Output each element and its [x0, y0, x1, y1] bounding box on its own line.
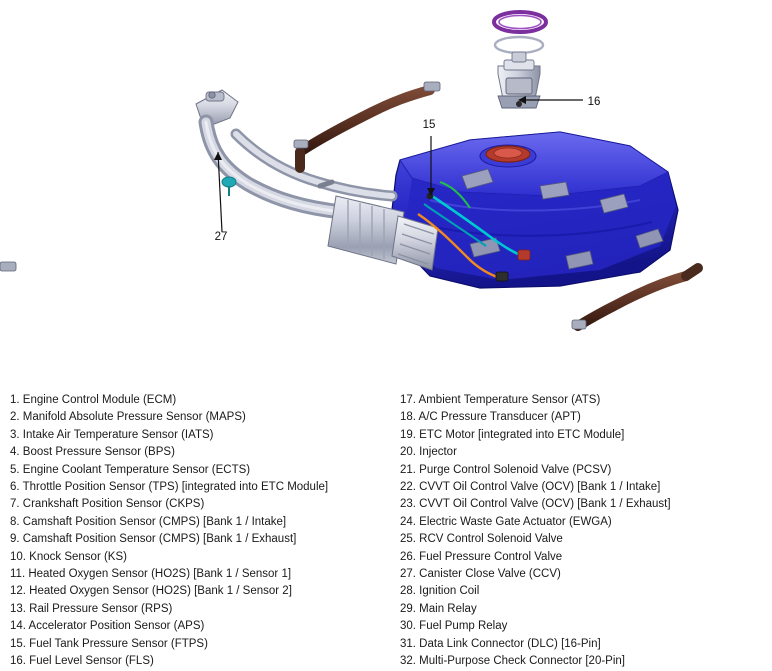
list-item: 17. Ambient Temperature Sensor (ATS)	[400, 394, 601, 406]
list-item: 7. Crankshaft Position Sensor (CKPS)	[10, 498, 205, 511]
list-item: 30. Fuel Pump Relay	[400, 620, 508, 633]
list-item: 18. A/C Pressure Transducer (APT)	[400, 411, 581, 424]
callout-16: 16	[587, 96, 601, 108]
list-item: 23. CVVT Oil Control Valve (OCV) [Bank 1 / Exhaust]	[400, 498, 671, 511]
list-item: 16. Fuel Level Sensor (FLS)	[10, 655, 154, 668]
list-item: 26. Fuel Pressure Control Valve	[400, 550, 563, 563]
list-item: 8. Camshaft Position Sensor (CMPS) [Bank 1 / Intake]	[10, 515, 287, 528]
list-item: 6. Throttle Position Sensor (TPS) [integrated into ETC Module]	[10, 481, 329, 494]
list-item: 20. Injector	[400, 446, 457, 459]
fuel-pump-module	[494, 12, 546, 108]
list-item: 5. Engine Coolant Temperature Sensor (ECTS)	[10, 463, 251, 476]
list-item: 32. Multi-Purpose Check Connector [20-Pin]	[400, 655, 625, 668]
list-item: 9. Camshaft Position Sensor (CMPS) [Bank 1 / Exhaust]	[10, 533, 297, 546]
list-item: 11. Heated Oxygen Sensor (HO2S) [Bank 1 / Sensor 1]	[10, 568, 292, 581]
list-item: 31. Data Link Connector (DLC) [16-Pin]	[400, 637, 601, 650]
list-item: 14. Accelerator Position Sensor (APS)	[10, 620, 205, 633]
list-item: 15. Fuel Tank Pressure Sensor (FTPS)	[10, 637, 208, 650]
legend-column-right	[386, 392, 772, 670]
list-item: 10. Knock Sensor (KS)	[10, 550, 127, 563]
list-item: 3. Intake Air Temperature Sensor (IATS)	[10, 428, 214, 441]
callout-27: 27	[214, 231, 228, 243]
list-item: 21. Purge Control Solenoid Valve (PCSV)	[400, 463, 612, 476]
list-item: 12. Heated Oxygen Sensor (HO2S) [Bank 1 / Sensor 2]	[10, 585, 292, 598]
list-item: 24. Electric Waste Gate Actuator (EWGA)	[400, 515, 612, 528]
list-item: 29. Main Relay	[400, 602, 477, 615]
list-item: 19. ETC Motor [integrated into ETC Module]	[400, 428, 625, 441]
list-item: 13. Rail Pressure Sensor (RPS)	[10, 602, 173, 615]
legend	[0, 392, 772, 670]
list-item: 25. RCV Control Solenoid Valve	[400, 533, 563, 546]
list-item: 22. CVVT Oil Control Valve (OCV) [Bank 1 / Intake]	[400, 481, 661, 494]
list-item: 1. Engine Control Module (ECM)	[10, 394, 177, 406]
fuel-tank	[392, 132, 678, 288]
list-item: 2. Manifold Absolute Pressure Sensor (MAPS)	[10, 411, 246, 424]
list-item: 4. Boost Pressure Sensor (BPS)	[10, 446, 175, 459]
callout-15: 15	[422, 119, 436, 131]
list-item: 28. Ignition Coil	[400, 585, 480, 598]
list-item: 27. Canister Close Valve (CCV)	[400, 568, 561, 581]
legend-column-left	[0, 392, 386, 670]
